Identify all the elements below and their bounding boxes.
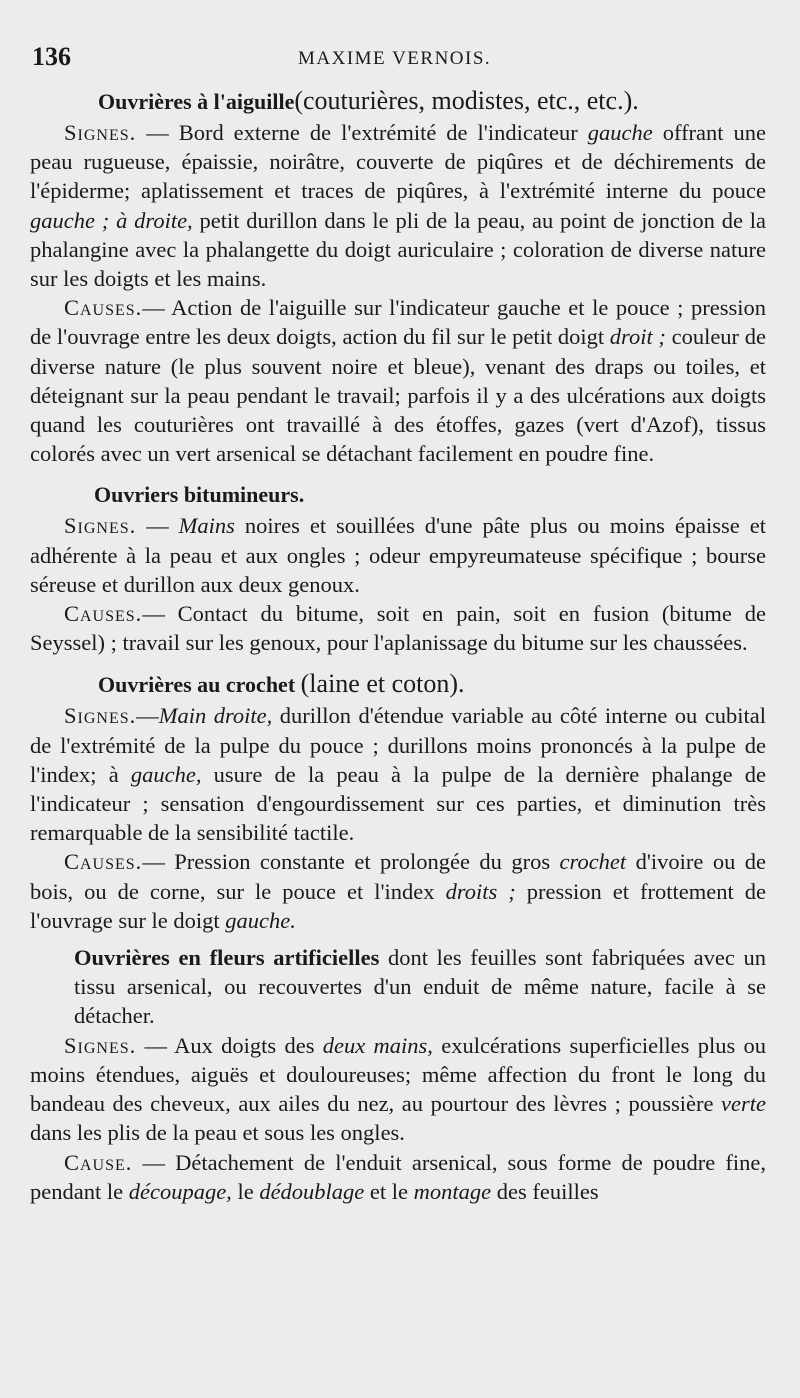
section-intro-paragraph: Ouvrières en fleurs artificielles dont les feuilles sont fabriquées avec un tissu arsenical, ou recouvertes d'un enduit de même nature, facile à se détacher.	[74, 945, 766, 1029]
section-heading: Ouvriers bitumineurs.	[94, 482, 305, 508]
section-needle-workers	[30, 84, 766, 468]
page-header	[30, 38, 766, 74]
causes-label: Causes.	[64, 849, 143, 875]
causes-label: Causes.	[64, 601, 143, 627]
page-number: 136	[32, 42, 71, 71]
heading-parenthetical: (laine et coton).	[300, 669, 465, 699]
causes-label: Causes.	[64, 295, 143, 321]
causes-paragraph: Cause. — Détachement de l'enduit arsenical, sous forme de poudre fine, pendant le découpage, le dédoublage et le montage des feuilles	[30, 1149, 766, 1204]
running-title: MAXIME VERNOIS.	[298, 48, 492, 69]
section-bitumen-workers	[30, 478, 766, 657]
heading-parenthetical: (couturières, modistes, etc., etc.).	[294, 86, 639, 115]
causes-paragraph: Causes.— Action de l'aiguille sur l'indicateur gauche et le pouce ; pression de l'ouvrage entre les deux doigts, action du fil sur le petit doigt droit ; couleur de diverse nature (le plus souvent noire et bleue), venant des draps ou toiles, et déteignant sur la peau pendant le travail; parfois il y a des ulcérations aux doigts quand les couturières ont travaillé à des étoffes, gazes (vert d'Azof), tissus colorés avec un vert arsenical se détachant facilement en poudre fine.	[30, 295, 766, 467]
signes-paragraph: Signes. — Aux doigts des deux mains, exulcérations superficielles plus ou moins étendues, aiguës et douloureuses; même affection du front le long du bandeau des cheveux, aux ailes du nez, au pourtour des lèvres ; poussière verte dans les plis de la peau et sous les ongles.	[30, 1032, 766, 1146]
section-crochet-workers	[30, 667, 766, 935]
causes-label: Cause.	[64, 1149, 133, 1175]
causes-paragraph: Causes.— Pression constante et prolongée du gros crochet d'ivoire ou de bois, ou de corne, sur le pouce et l'index droits ; pression et frottement de l'ouvrage sur le doigt gauche.	[30, 849, 766, 933]
section-heading: Ouvrières à l'aiguille(couturières, modistes, etc., etc.).	[98, 86, 639, 115]
signes-label: Signes.	[64, 1032, 137, 1058]
signes-paragraph: Signes. — Bord externe de l'extrémité de l'indicateur gauche offrant une peau rugueuse, épaissie, noirâtre, couverte de piqûres et de déchirements de l'épiderme; aplatissement et traces de piqûres, à l'extrémité interne du pouce gauche ; à droite, petit durillon dans le pli de la peau, au point de jonction de la phalangine avec la phalangette du doigt auriculaire ; coloration de diverse nature sur les doigts et les mains.	[30, 120, 766, 292]
signes-label: Signes.	[64, 120, 137, 145]
section-heading: Ouvrières au crochet (laine et coton).	[98, 669, 465, 699]
signes-paragraph: Signes. — Mains noires et souillées d'une pâte plus ou moins épaisse et adhérente à la peau et aux ongles ; odeur empyreumateuse spécifique ; bourse séreuse et durillon aux deux genoux.	[30, 513, 766, 597]
causes-paragraph: Causes.— Contact du bitume, soit en pain, soit en fusion (bitume de Seyssel) ; travail sur les genoux, pour l'aplanissage du bitume sur les chaussées.	[30, 601, 766, 656]
signes-label: Signes.	[64, 703, 137, 729]
signes-label: Signes.	[64, 513, 137, 539]
section-artificial-flower-workers	[30, 943, 766, 1206]
signes-paragraph: Signes.—Main droite, durillon d'étendue variable au côté interne ou cubital de l'extrémité de la pulpe du pouce ; durillons moins prononcés à la pulpe de l'index; à gauche, usure de la peau à la pulpe de la dernière phalange de l'indicateur ; sensation d'engourdissement sur ces parties, et diminution très remarquable de la sensibilité tactile.	[30, 703, 767, 846]
section-heading: Ouvrières en fleurs artificielles	[74, 945, 380, 971]
